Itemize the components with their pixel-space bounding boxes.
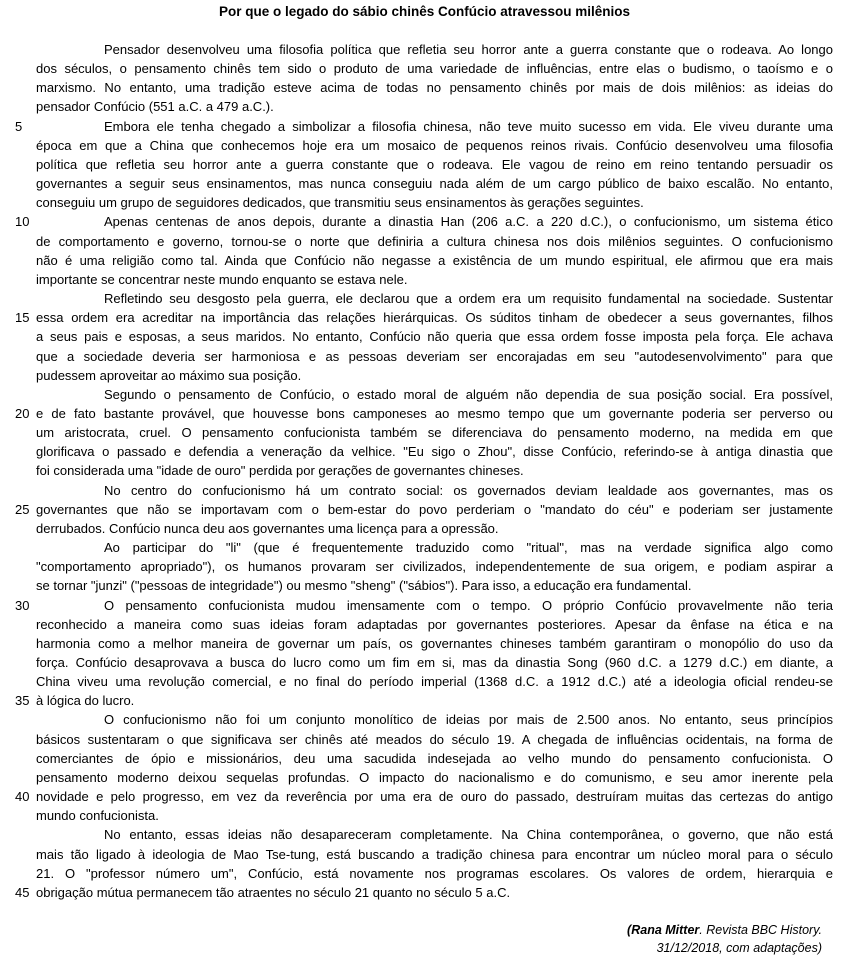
text-line: novidade e pelo progresso, em vez da reverência por uma era de ouro do passado, destruíram muitas das certezas do antigo [36, 789, 833, 805]
text-line: a seus pais e esposas, a seus maridos. No entanto, Confúcio não queria que essa ordem fosse imposta pela força. Ele achava [36, 329, 833, 345]
text-line: dos séculos, o pensamento chinês tem sido o produto de uma variedade de influências, entre elas o budismo, o taoísmo e o [36, 61, 833, 77]
text-row [36, 385, 833, 404]
text-line: governantes que não se importavam com o bem-estar do povo perderiam o "mandato do céu" e poderiam ser justamente [36, 501, 833, 517]
text-line: China viveu uma revolução comercial, e no final do período imperial (1368 d.C. a 1912 d.C.) até a ideologia oficial rendeu-se [36, 674, 833, 690]
text-line: época em que a China que conhecemos hoje era um mosaico de pequenos reinos rivais. Confúcio desenvolveu uma filosofia [36, 137, 833, 153]
text-line: mundo confucionista. [36, 808, 159, 824]
text-line: essa ordem era acreditar na importância das relações hierárquicas. Os súditos tinham de obedecer a seus governantes, filhos [36, 310, 833, 326]
text-row [15, 787, 833, 806]
line-number: 35 [15, 693, 30, 709]
text-row [36, 366, 833, 385]
text-line: Pensador desenvolveu uma filosofia política que refletia seu horror ante a guerra constante que o rodeava. Ao longo [104, 42, 833, 57]
line-number: 45 [15, 884, 30, 900]
text-row [36, 40, 833, 59]
text-row [36, 136, 833, 155]
citation-author: (Rana Mitter [627, 923, 700, 937]
text-row [36, 538, 833, 557]
text-row [36, 289, 833, 308]
text-row [36, 232, 833, 251]
text-row [36, 442, 833, 461]
text-line: reconhecido a maneira como suas ideias foram adaptadas por governantes posteriores. Apesar da ênfase na ética e na [36, 616, 833, 632]
text-row [36, 423, 833, 442]
page-title: Por que o legado do sábio chinês Confúcio atravessou milênios [218, 4, 631, 19]
text-row [36, 615, 833, 634]
text-line: Refletindo seu desgosto pela guerra, ele declarou que a ordem era um requisito fundamental na sociedade. Sustentar [104, 291, 833, 307]
text-line: se tornar "junzi" ("pessoas de integridade") ou mesmo "sheng" ("sábios"). Para isso, a educação era fundamental. [36, 578, 692, 594]
line-number: 25 [15, 501, 30, 517]
text-row [36, 327, 833, 346]
text-row [36, 193, 833, 212]
text-row [15, 691, 833, 710]
text-line: importante se concentrar neste mundo enquanto se estava nele. [36, 271, 408, 287]
text-line: um aristocrata, cruel. O pensamento confucionista também se diferenciava do pensamento moderno, na medida em que [36, 425, 833, 441]
text-row [36, 461, 833, 480]
text-row [36, 519, 833, 538]
text-line: glorificava o passado e defendia a veneração da velhice. "Eu sigo o Zhou", disse Confúcio, referindo-se à antiga dinastia que [36, 444, 833, 460]
text-row [36, 97, 833, 116]
text-row [15, 500, 833, 519]
text-row [36, 78, 833, 97]
line-number: 30 [15, 597, 30, 613]
text-row [15, 404, 833, 423]
text-line: harmonia como a melhor maneira de governar um país, os governantes chineses também garantiram o monopólio do uso da [36, 635, 833, 651]
text-line: marxismo. No entanto, uma tradição esteve acima de todas no pensamento chinês por mais de dois milênios: as ideias do [36, 80, 833, 96]
line-number: 40 [15, 789, 30, 805]
text-row [36, 347, 833, 366]
text-row [36, 730, 833, 749]
text-row [36, 634, 833, 653]
citation-source: . Revista BBC History. [699, 923, 822, 937]
text-line: derrubados. Confúcio nunca deu aos governantes uma licença para a opressão. [36, 520, 499, 536]
text-row [36, 59, 833, 78]
text-row [36, 576, 833, 595]
text-row [36, 481, 833, 500]
text-line: básicos sustentaram o que significava ser chinês até meados do século 19. A chegada de influências ocidentais, na forma de [36, 731, 833, 747]
text-row [36, 825, 833, 844]
text-line: O confucionismo não foi um conjunto monolítico de ideias por mais de 2.500 anos. No entanto, seus princípios [104, 712, 833, 728]
text-row [36, 864, 833, 883]
text-line: "comportamento apropriado"), os humanos provaram ser civilizados, independentemente de sua origem, e podiam aspirar a [36, 559, 833, 575]
text-line: Embora ele tenha chegado a simbolizar a filosofia chinesa, não teve muito sucesso em vida. Ele viveu durante uma [104, 118, 833, 134]
text-line: pudessem aproveitar ao máximo sua posição. [36, 367, 302, 383]
text-line: conseguiu um grupo de seguidores dedicados, que transmitiu seus ensinamentos às gerações seguintes. [36, 195, 644, 211]
text-line: foi considerada uma "idade de ouro" perdida por gerações de governantes chineses. [36, 463, 524, 479]
text-line: e de fato bastante provável, que houvesse bons camponeses ao mesmo tempo que um governante poderia ser perverso ou [36, 405, 833, 421]
citation-line-1 [627, 921, 822, 939]
text-line: Apenas centenas de anos depois, durante a dinastia Han (206 a.C. a 220 d.C.), o confucionismo, um sistema ético [104, 214, 833, 230]
text-row [36, 251, 833, 270]
text-line: obrigação mútua permanecem tão atraentes no século 21 quanto no século 5 a.C. [36, 884, 511, 900]
citation-line-2: 31/12/2018, com adaptações) [656, 941, 822, 955]
text-line: pensador Confúcio (551 a.C. a 479 a.C.). [36, 99, 274, 115]
line-number: 10 [15, 214, 30, 230]
text-line: força. Confúcio desaprovava a busca do lucro como um fim em si, mas da dinastia Song (960 d.C. a 1279 d.C.) em diante, a [36, 655, 833, 670]
text-row [36, 806, 833, 825]
text-line: Segundo o pensamento de Confúcio, o estado moral de alguém não dependia de sua posição social. Era possível, [104, 386, 833, 402]
text-line: No entanto, essas ideias não desapareceram completamente. Na China contemporânea, o governo, que não está [104, 827, 833, 843]
text-row [36, 768, 833, 787]
text-row [36, 749, 833, 768]
text-row [36, 653, 833, 672]
text-body [15, 40, 833, 902]
text-line: política que refletia seu horror ante a guerra constante que o rodeava. Ele vagou de reino em reino tentando persuadir os [36, 156, 833, 172]
text-row [36, 155, 833, 174]
text-line: que a sociedade deveria ser harmoniosa e as pessoas deveriam ser encorajadas em seu "autodesenvolvimento" para que [36, 348, 833, 364]
line-number: 5 [15, 118, 23, 134]
text-row [15, 117, 833, 136]
text-line: de comportamento e governo, tornou-se o norte que definiria a cultura chinesa nos dois milênios seguintes. O confucionismo [36, 233, 833, 249]
text-row [36, 672, 833, 691]
text-line: comerciantes de ópio e missionários, deu uma sacudida indesejada ao velho mundo do pensamento confucionista. O [36, 750, 833, 766]
text-row [36, 174, 833, 193]
text-line: à lógica do lucro. [36, 693, 135, 709]
text-row [15, 883, 833, 902]
line-number: 15 [15, 310, 30, 326]
text-line: No centro do confucionismo há um contrato social: os governados deviam lealdade aos governantes, mas os [104, 482, 833, 498]
text-row [36, 270, 833, 289]
text-line: pensamento moderno deixou sequelas profundas. O impacto do nacionalismo e do comunismo, e seu amor inerente pela [36, 769, 833, 785]
text-row [15, 596, 833, 615]
text-line: não é uma religião como tal. Ainda que Confúcio não negasse a existência de um mundo espiritual, ele afirmou que era mais [36, 252, 833, 268]
citation [627, 921, 822, 957]
line-number: 20 [15, 405, 30, 421]
text-row [36, 845, 833, 864]
text-line: 21. O "professor número um", Confúcio, está novamente nos programas escolares. Os valores de ordem, hierarquia e [36, 865, 833, 881]
text-row [36, 557, 833, 576]
text-row [36, 710, 833, 729]
text-line: Ao participar do "li" (que é frequentemente traduzido como "ritual", mas na verdade significa algo como [104, 540, 833, 556]
text-row [15, 212, 833, 231]
text-line: mais tão ligado à ideologia de Mao Tse-tung, está buscando a tradição chinesa para encontrar um núcleo moral para o século [36, 846, 833, 862]
text-line: governantes a seguir seus ensinamentos, mas nunca conseguiu nada além de um cargo público de baixo escalão. No entanto, [36, 176, 833, 192]
text-line: O pensamento confucionista mudou imensamente com o tempo. O próprio Confúcio provavelmente não teria [104, 597, 833, 613]
text-row [15, 308, 833, 327]
